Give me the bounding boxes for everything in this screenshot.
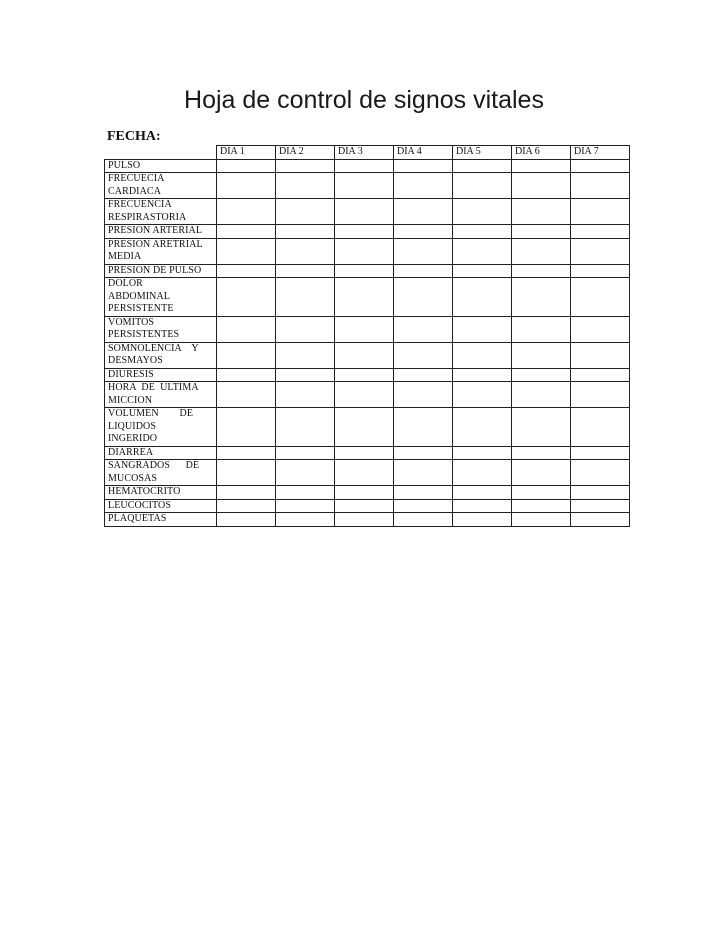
entry-cell[interactable] xyxy=(571,278,630,317)
entry-cell[interactable] xyxy=(335,408,394,447)
entry-cell[interactable] xyxy=(217,486,276,500)
entry-cell[interactable] xyxy=(571,238,630,264)
row-label-line: SANGRADOS DE xyxy=(108,460,200,471)
entry-cell[interactable] xyxy=(217,513,276,527)
entry-cell[interactable] xyxy=(571,159,630,173)
entry-cell[interactable] xyxy=(217,342,276,368)
entry-cell[interactable] xyxy=(453,382,512,408)
entry-cell[interactable] xyxy=(335,238,394,264)
entry-cell[interactable] xyxy=(217,199,276,225)
row-label xyxy=(105,159,217,173)
entry-cell[interactable] xyxy=(217,238,276,264)
row-label-line: PRESION DE PULSO xyxy=(108,264,202,276)
entry-cell[interactable] xyxy=(217,408,276,447)
row-label-line: DIURESIS xyxy=(108,368,154,380)
row-label xyxy=(105,382,217,408)
header-row xyxy=(105,146,630,160)
entry-cell[interactable] xyxy=(571,486,630,500)
entry-cell[interactable] xyxy=(453,513,512,527)
table-row xyxy=(105,513,630,527)
entry-cell[interactable] xyxy=(571,499,630,513)
table-row xyxy=(105,173,630,199)
entry-cell[interactable] xyxy=(571,513,630,527)
entry-cell[interactable] xyxy=(394,199,453,225)
entry-cell[interactable] xyxy=(512,460,571,486)
row-label-line: FRECUECIA xyxy=(108,173,165,184)
entry-cell[interactable] xyxy=(276,199,335,225)
day-header: DIA 4 xyxy=(394,146,453,160)
row-label xyxy=(105,264,217,278)
row-label-line: ABDOMINAL xyxy=(108,290,171,302)
row-label-line: LIQUIDOS xyxy=(108,420,157,432)
row-label-line: INGERIDO xyxy=(108,433,158,444)
row-label-line: PRESION ARTERIAL xyxy=(108,225,203,236)
entry-cell[interactable] xyxy=(453,173,512,199)
row-label-line: FRECUENCIA xyxy=(108,199,172,210)
entry-cell[interactable] xyxy=(453,316,512,342)
entry-cell[interactable] xyxy=(512,278,571,317)
entry-cell[interactable] xyxy=(453,446,512,460)
table-row xyxy=(105,342,630,368)
row-label-line: MEDIA xyxy=(108,251,142,262)
row-label xyxy=(105,199,217,225)
entry-cell[interactable] xyxy=(453,342,512,368)
vital-signs-table xyxy=(104,145,630,527)
entry-cell[interactable] xyxy=(217,316,276,342)
entry-cell[interactable] xyxy=(571,446,630,460)
entry-cell[interactable] xyxy=(394,316,453,342)
entry-cell[interactable] xyxy=(335,342,394,368)
row-label-line: PLAQUETAS xyxy=(108,513,167,524)
entry-cell[interactable] xyxy=(453,499,512,513)
entry-cell[interactable] xyxy=(217,460,276,486)
table-row xyxy=(105,499,630,513)
entry-cell[interactable] xyxy=(335,499,394,513)
entry-cell[interactable] xyxy=(453,278,512,317)
entry-cell[interactable] xyxy=(453,159,512,173)
row-label-line: DOLOR xyxy=(108,278,143,289)
day-header: DIA 1 xyxy=(217,146,276,160)
entry-cell[interactable] xyxy=(512,199,571,225)
row-label-line: PERSISTENTE xyxy=(108,303,174,314)
fecha-label: FECHA: xyxy=(107,129,161,144)
entry-cell[interactable] xyxy=(394,499,453,513)
entry-cell[interactable] xyxy=(276,408,335,447)
entry-cell[interactable] xyxy=(571,368,630,382)
page-title: Hoja de control de signos vitales xyxy=(184,86,544,114)
entry-cell[interactable] xyxy=(276,238,335,264)
day-header: DIA 2 xyxy=(276,146,335,160)
table-row xyxy=(105,264,630,278)
entry-cell[interactable] xyxy=(512,368,571,382)
entry-cell[interactable] xyxy=(453,460,512,486)
entry-cell[interactable] xyxy=(453,199,512,225)
entry-cell[interactable] xyxy=(335,486,394,500)
row-label xyxy=(105,316,217,342)
table-row xyxy=(105,408,630,447)
entry-cell[interactable] xyxy=(276,225,335,239)
day-header: DIA 3 xyxy=(335,146,394,160)
entry-cell[interactable] xyxy=(512,342,571,368)
corner-cell xyxy=(105,146,217,160)
table-row xyxy=(105,460,630,486)
entry-cell[interactable] xyxy=(276,316,335,342)
entry-cell[interactable] xyxy=(394,159,453,173)
entry-cell[interactable] xyxy=(217,159,276,173)
entry-cell[interactable] xyxy=(217,278,276,317)
row-label-line: DIARREA xyxy=(108,446,154,458)
entry-cell[interactable] xyxy=(394,238,453,264)
row-label-line: CARDIACA xyxy=(108,185,162,197)
entry-cell[interactable] xyxy=(394,486,453,500)
table-row xyxy=(105,316,630,342)
entry-cell[interactable] xyxy=(453,408,512,447)
entry-cell[interactable] xyxy=(453,225,512,239)
row-label-line: HEMATOCRITO xyxy=(108,486,181,497)
table-row xyxy=(105,368,630,382)
entry-cell[interactable] xyxy=(571,173,630,199)
day-header: DIA 6 xyxy=(512,146,571,160)
entry-cell[interactable] xyxy=(217,368,276,382)
entry-cell[interactable] xyxy=(276,159,335,173)
entry-cell[interactable] xyxy=(512,316,571,342)
table-row xyxy=(105,238,630,264)
entry-cell[interactable] xyxy=(512,238,571,264)
entry-cell[interactable] xyxy=(512,408,571,447)
row-label xyxy=(105,368,217,382)
entry-cell[interactable] xyxy=(571,225,630,239)
row-label xyxy=(105,486,217,500)
entry-cell[interactable] xyxy=(571,342,630,368)
entry-cell[interactable] xyxy=(217,446,276,460)
entry-cell[interactable] xyxy=(335,316,394,342)
row-label-line: VOMITOS xyxy=(108,316,155,328)
entry-cell[interactable] xyxy=(335,264,394,278)
entry-cell[interactable] xyxy=(276,264,335,278)
entry-cell[interactable] xyxy=(276,173,335,199)
entry-cell[interactable] xyxy=(512,173,571,199)
row-label-line: DESMAYOS xyxy=(108,355,163,366)
row-label-line: RESPIRASTORIA xyxy=(108,211,187,223)
table-row xyxy=(105,225,630,239)
entry-cell[interactable] xyxy=(571,408,630,447)
entry-cell[interactable] xyxy=(453,368,512,382)
entry-cell[interactable] xyxy=(335,159,394,173)
entry-cell[interactable] xyxy=(276,368,335,382)
entry-cell[interactable] xyxy=(571,199,630,225)
entry-cell[interactable] xyxy=(335,513,394,527)
entry-cell[interactable] xyxy=(453,238,512,264)
entry-cell[interactable] xyxy=(276,499,335,513)
row-label-line: SOMNOLENCIA Y xyxy=(108,342,199,354)
entry-cell[interactable] xyxy=(394,382,453,408)
row-label-line: PRESION ARETRIAL xyxy=(108,238,203,250)
row-label xyxy=(105,408,217,447)
entry-cell[interactable] xyxy=(394,278,453,317)
entry-cell[interactable] xyxy=(571,316,630,342)
entry-cell[interactable] xyxy=(276,382,335,408)
entry-cell[interactable] xyxy=(335,368,394,382)
entry-cell[interactable] xyxy=(512,513,571,527)
row-label-line: MICCION xyxy=(108,394,153,406)
entry-cell[interactable] xyxy=(512,225,571,239)
entry-cell[interactable] xyxy=(394,513,453,527)
entry-cell[interactable] xyxy=(512,499,571,513)
entry-cell[interactable] xyxy=(217,225,276,239)
entry-cell[interactable] xyxy=(394,408,453,447)
row-label xyxy=(105,278,217,317)
row-label xyxy=(105,513,217,527)
entry-cell[interactable] xyxy=(217,264,276,278)
entry-cell[interactable] xyxy=(394,460,453,486)
entry-cell[interactable] xyxy=(453,486,512,500)
entry-cell[interactable] xyxy=(335,173,394,199)
row-label-line: VOLUMEN DE xyxy=(108,408,194,419)
entry-cell[interactable] xyxy=(276,342,335,368)
row-label xyxy=(105,342,217,368)
entry-cell[interactable] xyxy=(335,225,394,239)
table-row xyxy=(105,278,630,317)
entry-cell[interactable] xyxy=(512,446,571,460)
row-label-line: PULSO xyxy=(108,159,141,171)
entry-cell[interactable] xyxy=(217,173,276,199)
row-label-line: LEUCOCITOS xyxy=(108,499,172,511)
entry-cell[interactable] xyxy=(335,278,394,317)
entry-cell[interactable] xyxy=(453,264,512,278)
entry-cell[interactable] xyxy=(335,460,394,486)
entry-cell[interactable] xyxy=(217,382,276,408)
entry-cell[interactable] xyxy=(394,264,453,278)
row-label xyxy=(105,225,217,239)
table-body xyxy=(105,159,630,526)
entry-cell[interactable] xyxy=(394,368,453,382)
entry-cell[interactable] xyxy=(512,382,571,408)
row-label xyxy=(105,238,217,264)
row-label-line: MUCOSAS xyxy=(108,472,158,484)
entry-cell[interactable] xyxy=(512,159,571,173)
entry-cell[interactable] xyxy=(335,446,394,460)
entry-cell[interactable] xyxy=(394,342,453,368)
entry-cell[interactable] xyxy=(512,264,571,278)
day-header: DIA 7 xyxy=(571,146,630,160)
day-header: DIA 5 xyxy=(453,146,512,160)
table-row xyxy=(105,159,630,173)
entry-cell[interactable] xyxy=(394,173,453,199)
table-row xyxy=(105,486,630,500)
entry-cell[interactable] xyxy=(571,264,630,278)
entry-cell[interactable] xyxy=(571,382,630,408)
row-label-line: PERSISTENTES xyxy=(108,329,180,340)
entry-cell[interactable] xyxy=(335,382,394,408)
row-label-line: HORA DE ULTIMA xyxy=(108,382,199,393)
row-label xyxy=(105,499,217,513)
entry-cell[interactable] xyxy=(217,499,276,513)
entry-cell[interactable] xyxy=(571,460,630,486)
entry-cell[interactable] xyxy=(276,446,335,460)
entry-cell[interactable] xyxy=(276,513,335,527)
entry-cell[interactable] xyxy=(512,486,571,500)
entry-cell[interactable] xyxy=(276,278,335,317)
table-row xyxy=(105,382,630,408)
row-label xyxy=(105,173,217,199)
entry-cell[interactable] xyxy=(276,486,335,500)
row-label xyxy=(105,446,217,460)
entry-cell[interactable] xyxy=(335,199,394,225)
entry-cell[interactable] xyxy=(394,446,453,460)
table-row xyxy=(105,446,630,460)
row-label xyxy=(105,460,217,486)
entry-cell[interactable] xyxy=(276,460,335,486)
entry-cell[interactable] xyxy=(394,225,453,239)
table-row xyxy=(105,199,630,225)
